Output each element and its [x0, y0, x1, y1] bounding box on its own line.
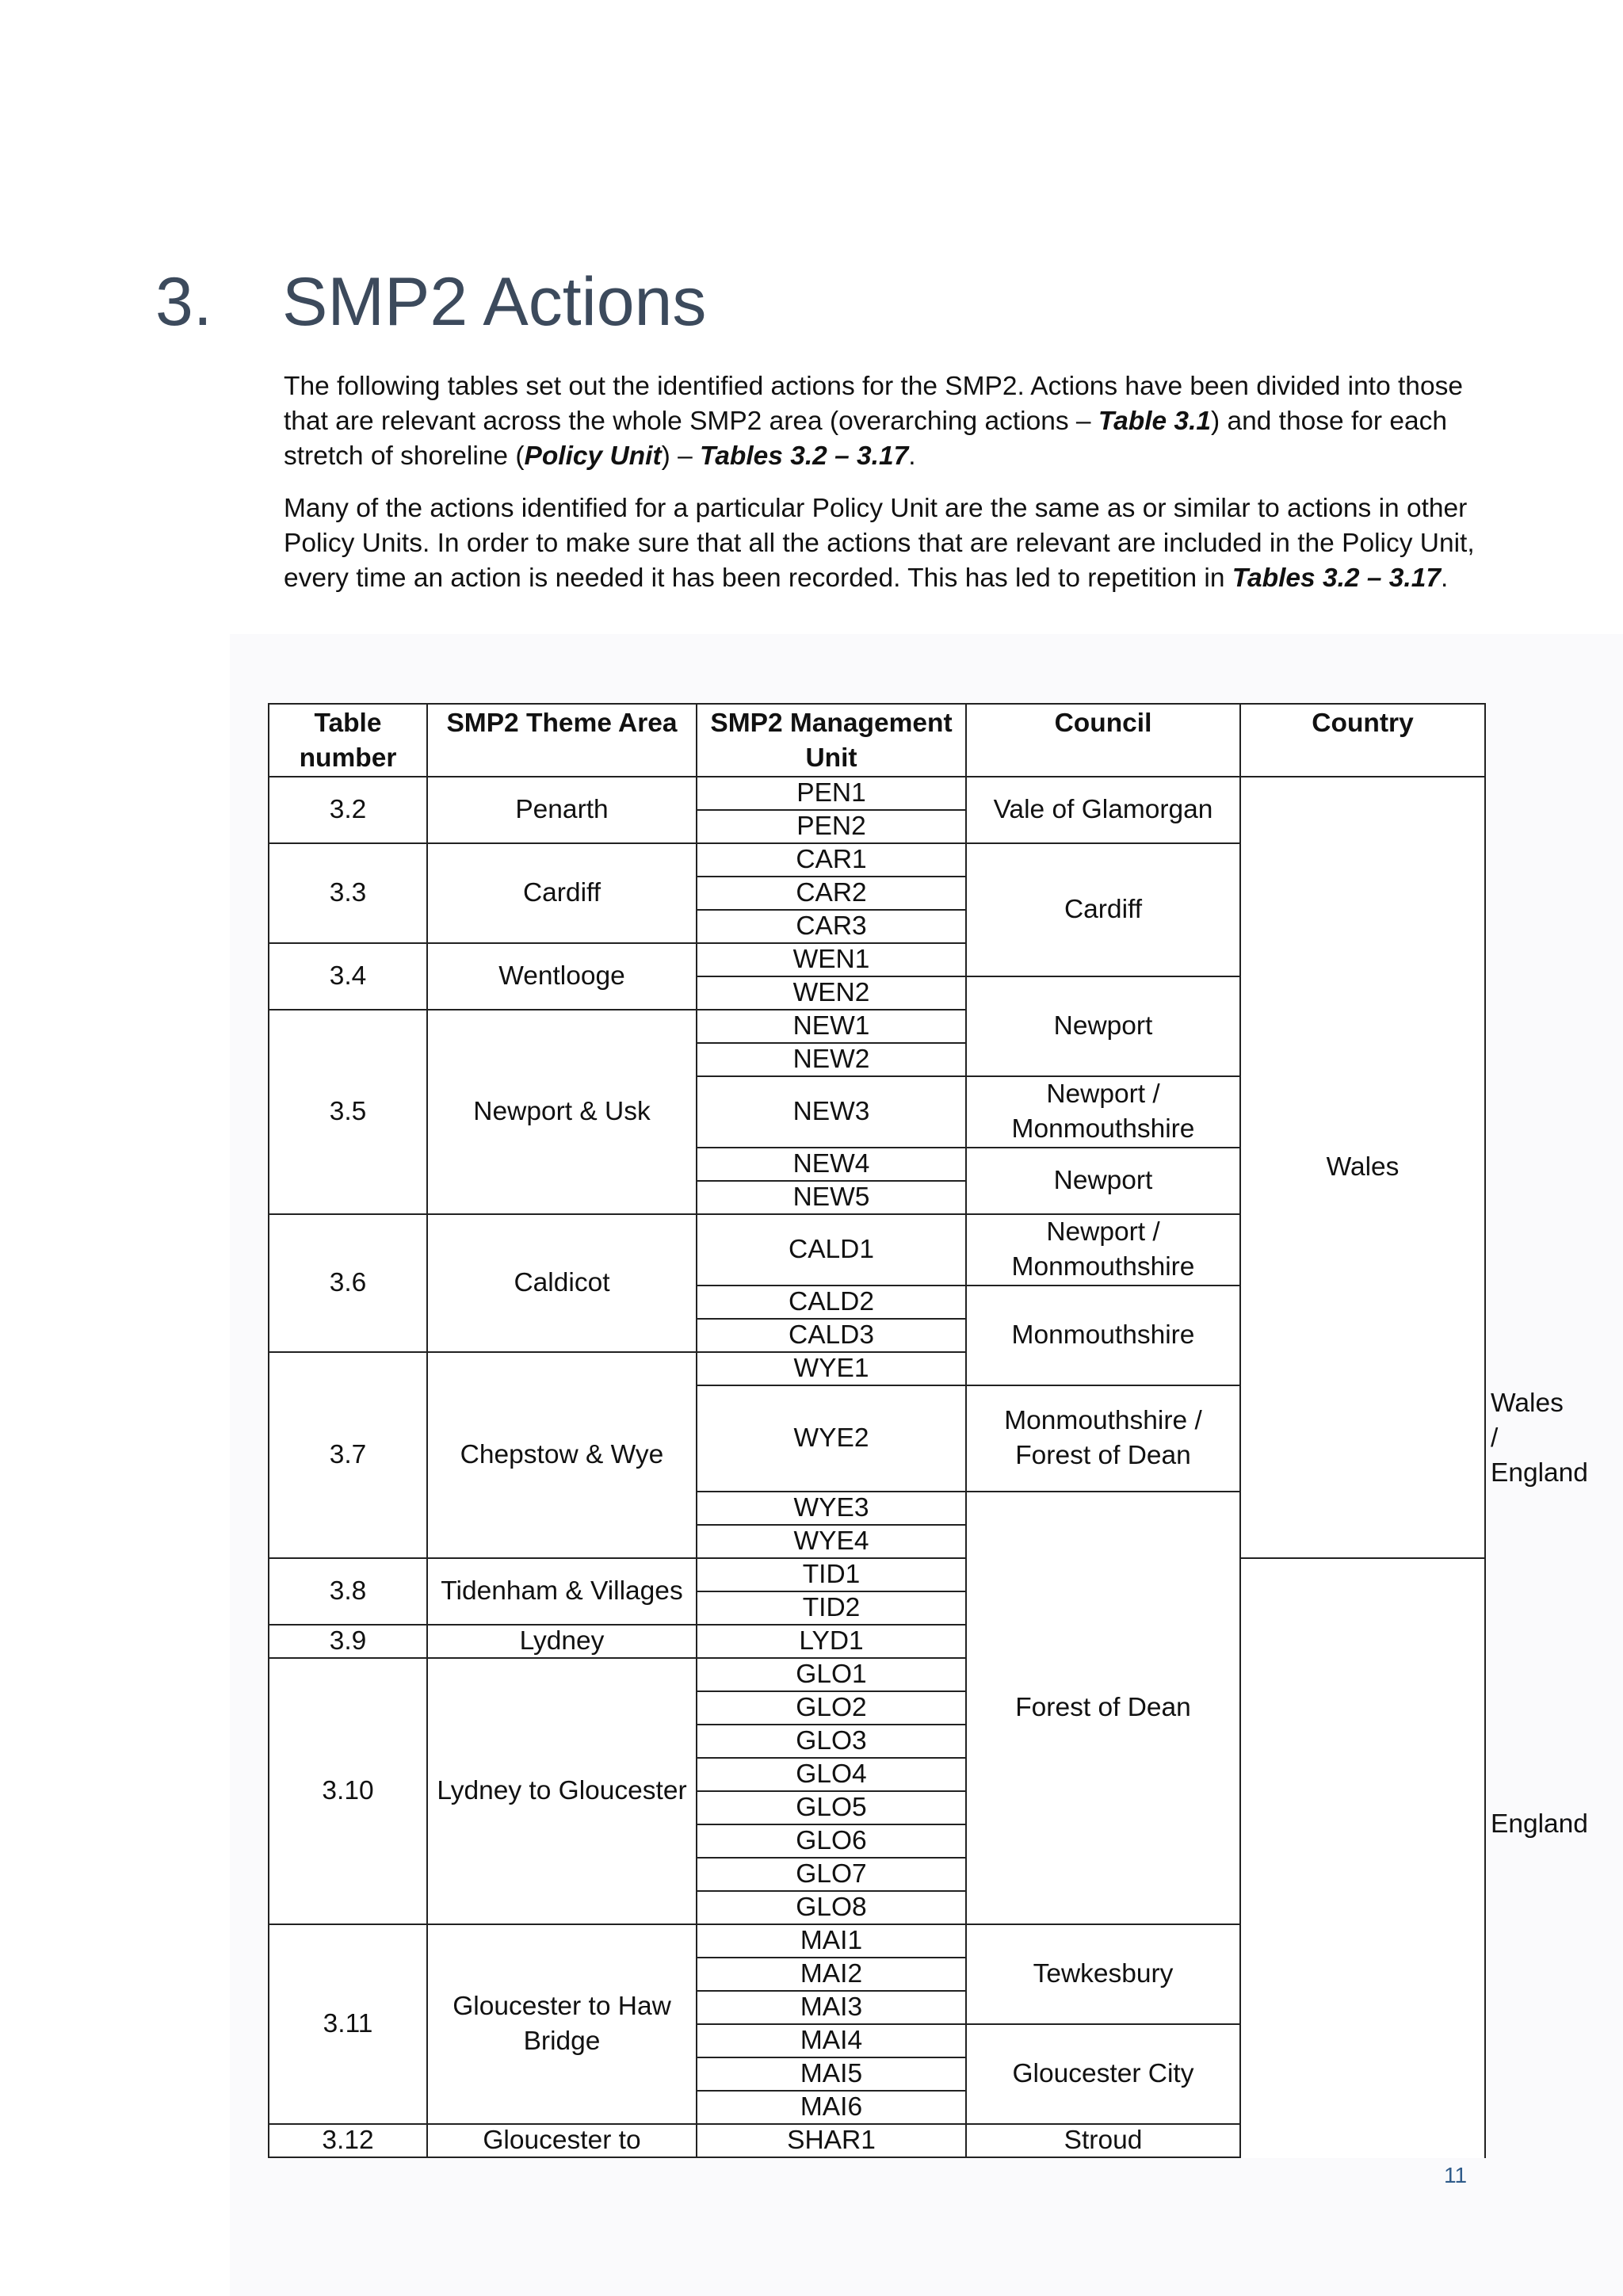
unit-cell: WYE2 — [697, 1385, 966, 1492]
unit-cell: WEN1 — [697, 943, 966, 976]
header-council: Council — [966, 704, 1240, 777]
header-country: Country — [1240, 704, 1485, 777]
table-number-cell: 3.4 — [269, 943, 427, 1010]
theme-area-cell: Chepstow & Wye — [427, 1352, 697, 1558]
intro-text — [284, 369, 1488, 613]
intro-paragraph-1: The following tables set out the identified actions for the SMP2. Actions have been divided into those that are relevant across the whole SMP2 area (overarching actions – Table 3.1) and those for each stretch of shoreline (Policy Unit) – Tables 3.2 – 3.17. — [284, 372, 1463, 471]
table-number-cell: 3.12 — [269, 2124, 427, 2157]
theme-area-cell: Lydney to Gloucester — [427, 1658, 697, 1924]
council-cell: Newport — [966, 1148, 1240, 1214]
page-number: 11 — [1444, 2163, 1468, 2187]
smp2-actions-table — [268, 703, 1486, 2158]
unit-cell: NEW4 — [697, 1148, 966, 1181]
unit-cell: CAR2 — [697, 877, 966, 910]
unit-cell: GLO1 — [697, 1658, 966, 1691]
table-row — [269, 1658, 1485, 1691]
unit-cell: CALD1 — [697, 1214, 966, 1286]
unit-cell: CAR3 — [697, 910, 966, 943]
theme-area-cell: Gloucester to Haw Bridge — [427, 1924, 697, 2124]
unit-cell: NEW1 — [697, 1010, 966, 1043]
country-cell: Wales — [1240, 777, 1485, 1558]
unit-cell: NEW3 — [697, 1076, 966, 1148]
table-number-cell: 3.10 — [269, 1658, 427, 1924]
unit-cell: SHAR1 — [697, 2124, 966, 2157]
theme-area-cell: Penarth — [427, 777, 697, 843]
table-number-cell: 3.7 — [269, 1352, 427, 1558]
theme-area-cell: Lydney — [427, 1625, 697, 1658]
unit-cell: NEW5 — [697, 1181, 966, 1214]
unit-cell: PEN1 — [697, 777, 966, 810]
table-number-cell: 3.6 — [269, 1214, 427, 1352]
theme-area-cell: Wentlooge — [427, 943, 697, 1010]
table-row — [269, 777, 1485, 810]
unit-cell: GLO8 — [697, 1891, 966, 1924]
table-row — [269, 1558, 1485, 1591]
unit-cell: MAI4 — [697, 2024, 966, 2057]
unit-cell: CALD2 — [697, 1286, 966, 1319]
table-row — [269, 1924, 1485, 1958]
unit-cell: MAI1 — [697, 1924, 966, 1958]
theme-area-cell: Gloucester to — [427, 2124, 697, 2157]
unit-cell: GLO2 — [697, 1691, 966, 1725]
table-number-cell: 3.5 — [269, 1010, 427, 1214]
unit-cell: GLO3 — [697, 1725, 966, 1758]
unit-cell: WYE3 — [697, 1492, 966, 1525]
unit-cell: PEN2 — [697, 810, 966, 843]
theme-area-cell: Caldicot — [427, 1214, 697, 1352]
council-cell: Newport / Monmouthshire — [966, 1214, 1240, 1286]
table-number-cell: 3.2 — [269, 777, 427, 843]
council-cell: Forest of Dean — [966, 1492, 1240, 1924]
unit-cell: NEW2 — [697, 1043, 966, 1076]
unit-cell: WEN2 — [697, 976, 966, 1010]
council-cell: Cardiff — [966, 843, 1240, 976]
unit-cell: WYE4 — [697, 1525, 966, 1558]
council-cell: Tewkesbury — [966, 1924, 1240, 2024]
unit-cell: GLO7 — [697, 1858, 966, 1891]
unit-cell: GLO4 — [697, 1758, 966, 1791]
unit-cell: GLO6 — [697, 1824, 966, 1858]
theme-area-cell: Tidenham & Villages — [427, 1558, 697, 1625]
table-number-cell: 3.8 — [269, 1558, 427, 1625]
council-cell: Vale of Glamorgan — [966, 777, 1240, 843]
council-cell: Newport / Monmouthshire — [966, 1076, 1240, 1148]
unit-cell: GLO5 — [697, 1791, 966, 1824]
intro-paragraph-2: Many of the actions identified for a particular Policy Unit are the same as or similar to actions in other Policy Units. In order to make sure that all the actions that are relevant are included in the Policy Unit, every time an action is needed it has been recorded. This has led to repetition in Tables 3.2 – 3.17. — [284, 494, 1475, 593]
header-table-number: Table number — [269, 704, 427, 777]
section-title: SMP2 Actions — [282, 264, 707, 340]
theme-area-cell: Newport & Usk — [427, 1010, 697, 1214]
table-header-row — [269, 704, 1485, 777]
council-cell: Monmouthshire / Forest of Dean — [966, 1385, 1240, 1492]
unit-cell: LYD1 — [697, 1625, 966, 1658]
table-row — [269, 2124, 1485, 2157]
unit-cell: MAI5 — [697, 2057, 966, 2091]
council-cell: Gloucester City — [966, 2024, 1240, 2124]
unit-cell: MAI6 — [697, 2091, 966, 2124]
unit-cell: TID2 — [697, 1591, 966, 1625]
table-number-cell: 3.9 — [269, 1625, 427, 1658]
table-number-cell: 3.11 — [269, 1924, 427, 2124]
unit-cell: MAI3 — [697, 1991, 966, 2024]
council-cell: Stroud — [966, 2124, 1240, 2157]
council-cell: Newport — [966, 976, 1240, 1076]
unit-cell: WYE1 — [697, 1352, 966, 1385]
table-row — [269, 1625, 1485, 1658]
unit-cell: CALD3 — [697, 1319, 966, 1352]
table-number-cell: 3.3 — [269, 843, 427, 943]
theme-area-cell: Cardiff — [427, 843, 697, 943]
unit-cell: CAR1 — [697, 843, 966, 877]
section-number: 3. — [155, 264, 212, 340]
unit-cell: MAI2 — [697, 1958, 966, 1991]
header-theme-area: SMP2 Theme Area — [427, 704, 697, 777]
council-cell: Monmouthshire — [966, 1286, 1240, 1385]
unit-cell: TID1 — [697, 1558, 966, 1591]
header-management-unit: SMP2 Management Unit — [697, 704, 966, 777]
